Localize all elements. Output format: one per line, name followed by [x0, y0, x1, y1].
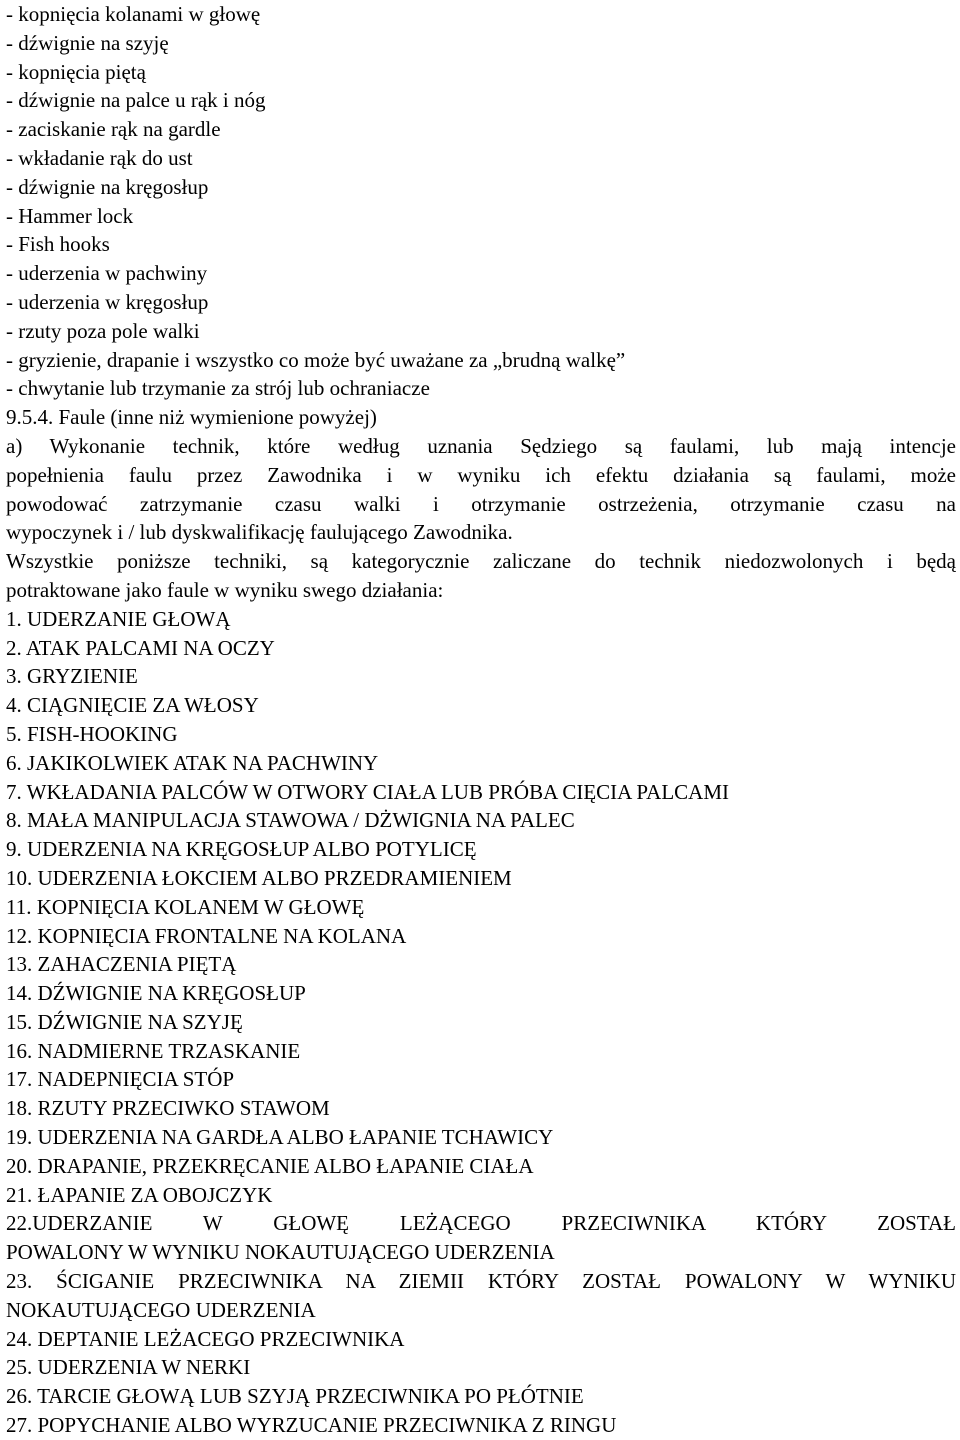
list-item: 23. ŚCIGANIE PRZECIWNIKA NA ZIEMII KTÓRY ZOSTAŁ POWALONY W WYNIKU: [6, 1269, 956, 1294]
list-item: - kopnięcia kolanami w głowę: [6, 2, 261, 26]
list-item-continuation: NOKAUTUJĄCEGO UDERZENIA: [6, 1297, 316, 1322]
paragraph-line: potraktowane jako faule w wyniku swego działania:: [6, 577, 444, 602]
list-item: 12. KOPNIĘCIA FRONTALNE NA KOLANA: [6, 923, 407, 948]
list-item: 1. UDERZANIE GŁOWĄ: [6, 606, 231, 631]
list-item: 5. FISH-HOOKING: [6, 721, 178, 746]
list-item: - dźwignie na szyję: [6, 30, 169, 55]
paragraph-a: [6, 432, 956, 547]
list-item-continuation: POWALONY W WYNIKU NOKAUTUJĄCEGO UDERZENIA: [6, 1240, 555, 1265]
list-item: 22.UDERZANIE W GŁOWĘ LEŻĄCEGO PRZECIWNIKA KTÓRY ZOSTAŁ: [6, 1211, 956, 1236]
list-item: 27. POPYCHANIE ALBO WYRZUCANIE PRZECIWNIKA Z RINGU: [6, 1413, 617, 1438]
list-item: 20. DRAPANIE, PRZEKRĘCANIE ALBO ŁAPANIE CIAŁA: [6, 1153, 534, 1178]
document-page: [6, 0, 956, 1440]
list-item: 8. MAŁA MANIPULACJA STAWOWA / DŻWIGNIA NA PALEC: [6, 808, 575, 833]
list-item: - dźwignie na kręgosłup: [6, 174, 209, 199]
list-item: - chwytanie lub trzymanie za strój lub ochraniacze: [6, 376, 430, 401]
list-item: - rzuty poza pole walki: [6, 318, 200, 343]
list-item: - uderzenia w kręgosłup: [6, 289, 209, 314]
list-item: 9. UDERZENIA NA KRĘGOSŁUP ALBO POTYLICĘ: [6, 837, 477, 862]
list-item: - uderzenia w pachwiny: [6, 261, 208, 286]
list-item: 2. ATAK PALCAMI NA OCZY: [6, 635, 275, 660]
list-item: - Fish hooks: [6, 232, 110, 257]
list-item: 7. WKŁADANIA PALCÓW W OTWORY CIAŁA LUB PRÓBA CIĘCIA PALCAMI: [6, 779, 730, 804]
list-item: 6. JAKIKOLWIEK ATAK NA PACHWINY: [6, 750, 379, 775]
list-item: 15. DŹWIGNIE NA SZYJĘ: [6, 1009, 243, 1034]
list-item: 3. GRYZIENIE: [6, 664, 138, 689]
list-item: 11. KOPNIĘCIA KOLANEM W GŁOWĘ: [6, 894, 365, 919]
list-item: - zaciskanie rąk na gardle: [6, 117, 221, 142]
list-item: 14. DŹWIGNIE NA KRĘGOSŁUP: [6, 981, 306, 1006]
paragraph-line: a) Wykonanie technik, które według uznania Sędziego są faulami, lub mają intencje: [6, 433, 956, 458]
list-item: 24. DEPTANIE LEŻACEGO PRZECIWNIKA: [6, 1326, 405, 1351]
list-item: 17. NADEPNIĘCIA STÓP: [6, 1067, 235, 1092]
list-item: - Hammer lock: [6, 203, 134, 228]
list-item: 10. UDERZENIA ŁOKCIEM ALBO PRZEDRAMIENIEM: [6, 865, 512, 890]
list-item: 26. TARCIE GŁOWĄ LUB SZYJĄ PRZECIWNIKA PO PŁÓTNIE: [6, 1384, 584, 1409]
paragraph-b: [6, 547, 956, 605]
fouls-list: [6, 605, 956, 1440]
paragraph-line: popełnienia faulu przez Zawodnika i w wyniku ich efektu działania są faulami, może: [6, 462, 956, 487]
list-item: 25. UDERZENIA W NERKI: [6, 1355, 251, 1380]
paragraph-line: Wszystkie poniższe techniki, są kategorycznie zaliczane do technik niedozwolonych i będą: [6, 549, 956, 574]
paragraph-line: powodować zatrzymanie czasu walki i otrzymanie ostrzeżenia, otrzymanie czasu na: [6, 491, 956, 516]
list-item: 13. ZAHACZENIA PIĘTĄ: [6, 952, 237, 977]
list-item: 18. RZUTY PRZECIWKO STAWOM: [6, 1096, 330, 1121]
list-item: 21. ŁAPANIE ZA OBOJCZYK: [6, 1182, 273, 1207]
paragraph-line: wypoczynek i / lub dyskwalifikację faulującego Zawodnika.: [6, 520, 513, 545]
section-heading: 9.5.4. Faule (inne niż wymienione powyżej): [6, 405, 377, 430]
dash-list: [6, 0, 956, 403]
list-item: - kopnięcia piętą: [6, 59, 146, 84]
list-item: 16. NADMIERNE TRZASKANIE: [6, 1038, 301, 1063]
list-item: - wkładanie rąk do ust: [6, 145, 193, 170]
list-item: - gryzienie, drapanie i wszystko co może być uważane za „brudną walkę”: [6, 347, 626, 372]
list-item: 4. CIĄGNIĘCIE ZA WŁOSY: [6, 693, 259, 718]
list-item: 19. UDERZENIA NA GARDŁA ALBO ŁAPANIE TCHAWICY: [6, 1125, 554, 1150]
list-item: - dźwignie na palce u rąk i nóg: [6, 88, 266, 113]
